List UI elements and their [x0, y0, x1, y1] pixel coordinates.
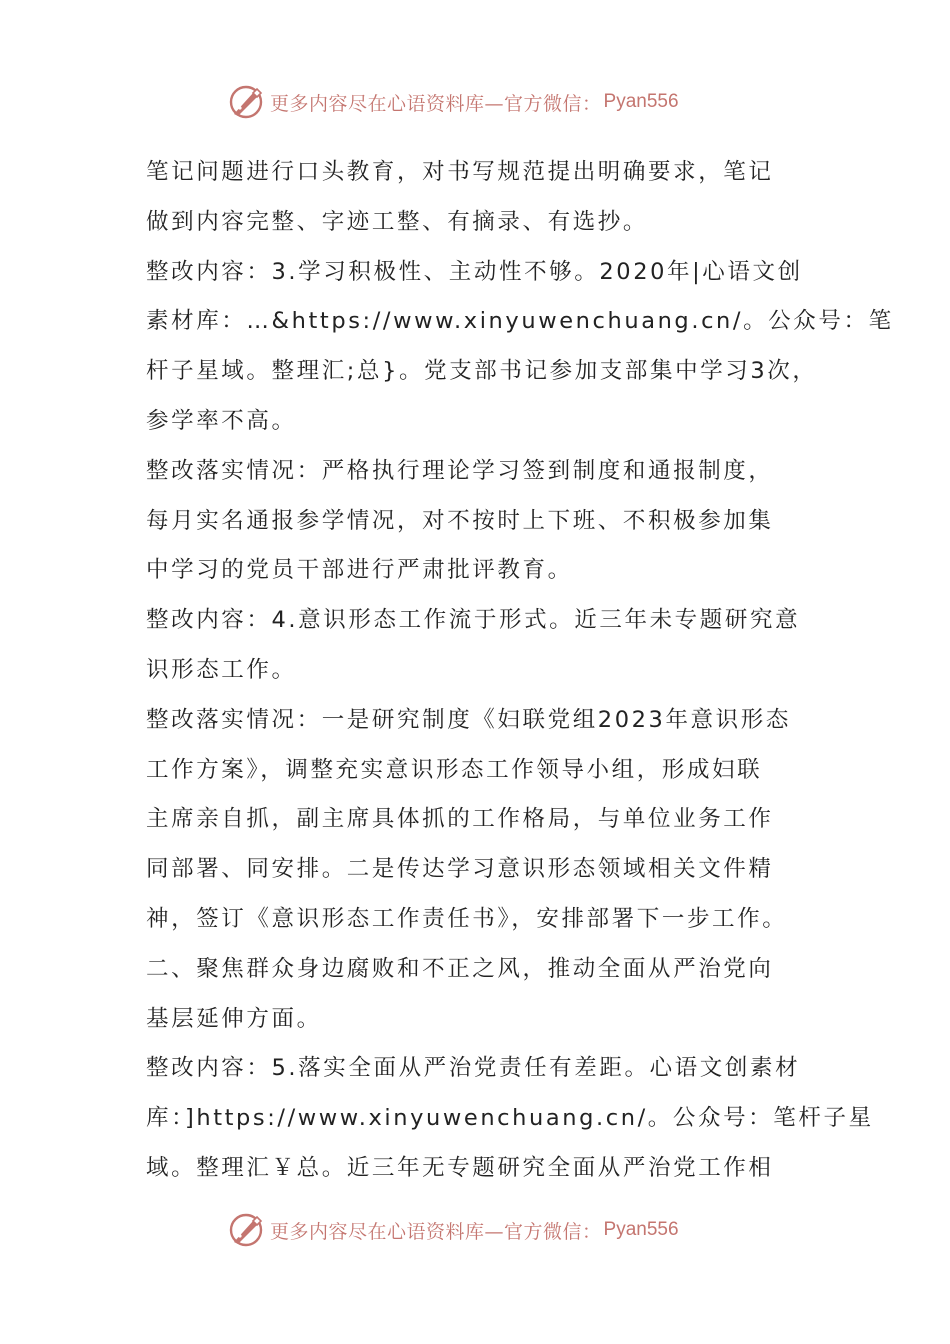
- header-banner: [226, 80, 746, 124]
- pen-nib-logo-icon: [226, 1210, 266, 1250]
- text-line: 笔记问题进行口头教育，对书写规范提出明确要求，笔记: [146, 159, 774, 185]
- text-line: 整改内容：4.意识形态工作流于形式。近三年未专题研究意: [146, 607, 801, 634]
- text-line: 主席亲自抓，副主席具体抓的工作格局，与单位业务工作: [146, 806, 774, 833]
- text-line: 整改内容：3.学习积极性、主动性不够。2020年|心语文创: [146, 258, 803, 285]
- banner-text: 更多内容尽在心语资料库—官方微信：: [270, 1220, 602, 1243]
- document-body: [146, 148, 894, 1194]
- text-line: 同部署、同安排。二是传达学习意识形态领域相关文件精: [146, 856, 774, 883]
- text-line: 中学习的党员干部进行严肃批评教育。: [146, 557, 573, 584]
- text-line: 工作方案》，调整充实意识形态工作领导小组，形成妇联: [146, 756, 763, 783]
- text-line: 杆子星域。整理汇;总}。党支部书记参加支部集中学习3次，: [146, 358, 818, 385]
- text-line: 整改落实情况：严格执行理论学习签到制度和通报制度，: [146, 457, 774, 484]
- text-line: 域。整理汇￥总。近三年无专题研究全面从严治党工作相: [146, 1154, 774, 1181]
- banner-contact: Pyan556: [603, 1219, 679, 1240]
- banner-contact: Pyan556: [603, 91, 679, 112]
- text-line: 素材库：…&https://www.xinyuwenchuang.cn/。公众号：笔: [146, 308, 894, 335]
- footer-banner: [226, 1208, 746, 1252]
- text-line: 整改落实情况：一是研究制度《妇联党组2023年意识形态: [146, 706, 791, 733]
- pen-nib-logo-icon: [226, 82, 266, 122]
- text-line: 神，签订《意识形态工作责任书》，安排部署下一步工作。: [146, 905, 788, 932]
- text-line: 做到内容完整、字迹工整、有摘录、有选抄。: [146, 208, 649, 235]
- text-line: 整改内容：5.落实全面从严治党责任有差距。心语文创素材: [146, 1055, 801, 1082]
- banner-text: 更多内容尽在心语资料库—官方微信：: [270, 92, 602, 115]
- text-line: 参学率不高。: [146, 407, 297, 434]
- text-line: 库：]https://www.xinyuwenchuang.cn/。公众号：笔杆子星: [146, 1105, 874, 1132]
- text-line: 二、聚焦群众身边腐败和不正之风，推动全面从严治党向: [146, 955, 774, 982]
- text-line: 每月实名通报参学情况，对不按时上下班、不积极参加集: [146, 507, 774, 534]
- text-line: 识形态工作。: [146, 656, 297, 683]
- text-line: 基层延伸方面。: [146, 1005, 322, 1032]
